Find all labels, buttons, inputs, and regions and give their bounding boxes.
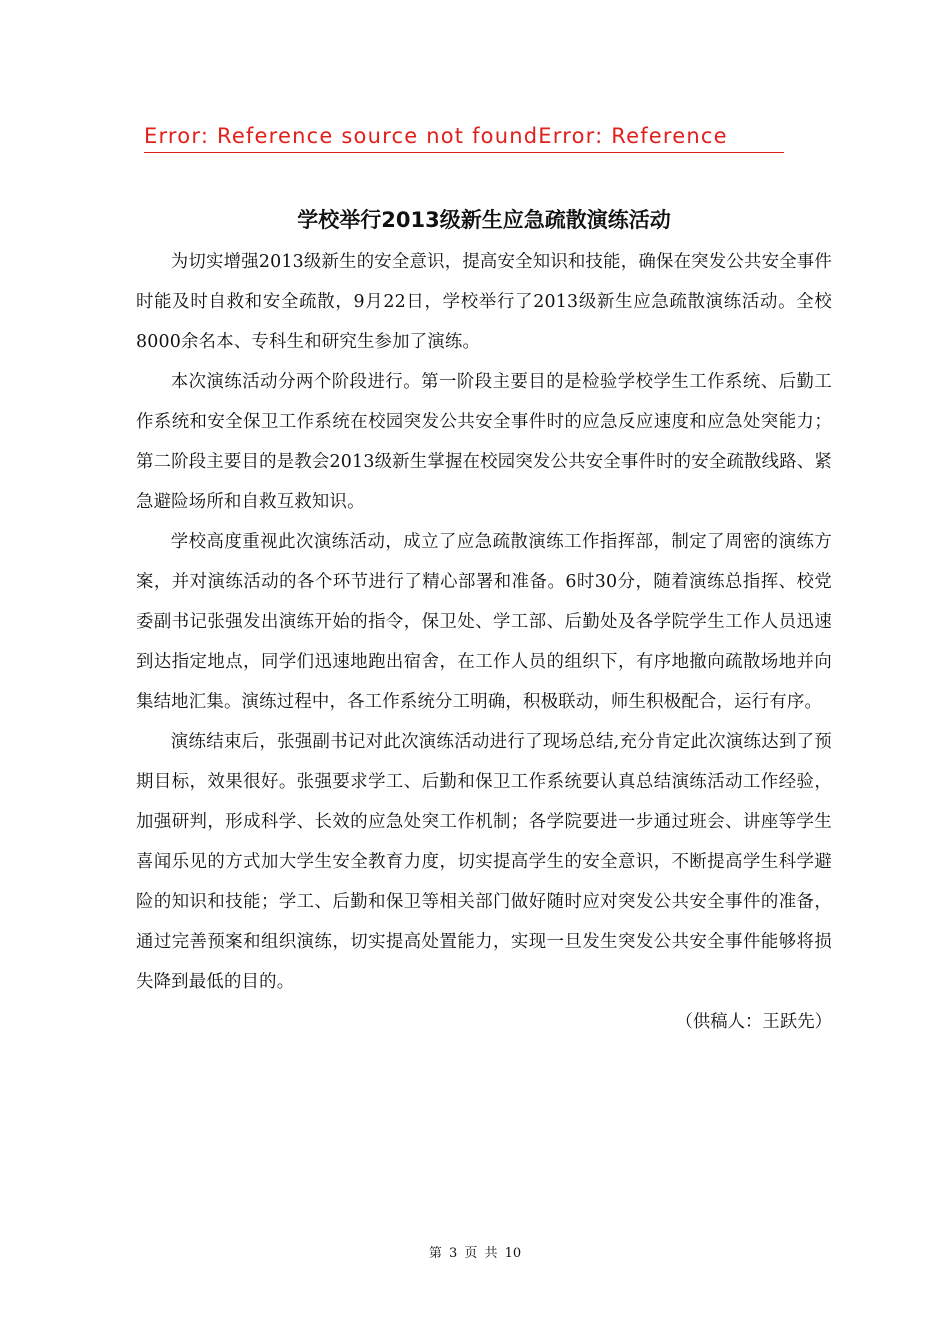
- author-credit: （供稿人：王跃先）: [675, 1012, 832, 1032]
- paragraph-1: 为切实增强2013级新生的安全意识，提高安全知识和技能，确保在突发公共安全事件时能及时自救和安全疏散，9月22日，学校举行了2013级新生应急疏散演练活动。全校8000余名本、专科生和研究生参加了演练。: [136, 252, 832, 352]
- paragraph-3: 学校高度重视此次演练活动，成立了应急疏散演练工作指挥部，制定了周密的演练方案，并对演练活动的各个环节进行了精心部署和准备。6时30分，随着演练总指挥、校党委副书记张强发出演练开始的指令，保卫处、学工部、后勤处及各学院学生工作人员迅速到达指定地点，同学们迅速地跑出宿舍，在工作人员的组织下，有序地撤向疏散场地并向集结地汇集。演练过程中，各工作系统分工明确，积极联动，师生积极配合，运行有序。: [136, 532, 832, 712]
- article-body: [136, 242, 832, 1042]
- paragraph-2: 本次演练活动分两个阶段进行。第一阶段主要目的是检验学校学生工作系统、后勤工作系统和安全保卫工作系统在校园突发公共安全事件时的应急反应速度和应急处突能力；第二阶段主要目的是教会2013级新生掌握在校园突发公共安全事件时的安全疏散线路、紧急避险场所和自救互救知识。: [136, 372, 832, 512]
- page-number-footer: 第 3 页 共 10: [428, 1246, 522, 1261]
- article-title: 学校举行2013级新生应急疏散演练活动: [297, 208, 671, 232]
- reference-error-header: Error: Reference source not foundError: Reference: [144, 120, 784, 153]
- paragraph-4: 演练结束后，张强副书记对此次演练活动进行了现场总结,充分肯定此次演练达到了预期目标，效果很好。张强要求学工、后勤和保卫工作系统要认真总结演练活动工作经验，加强研判，形成科学、长效的应急处突工作机制；各学院要进一步通过班会、讲座等学生喜闻乐见的方式加大学生安全教育力度，切实提高学生的安全意识，不断提高学生科学避险的知识和技能；学工、后勤和保卫等相关部门做好随时应对突发公共安全事件的准备，通过完善预案和组织演练，切实提高处置能力，实现一旦发生突发公共安全事件能够将损失降到最低的目的。: [136, 732, 832, 992]
